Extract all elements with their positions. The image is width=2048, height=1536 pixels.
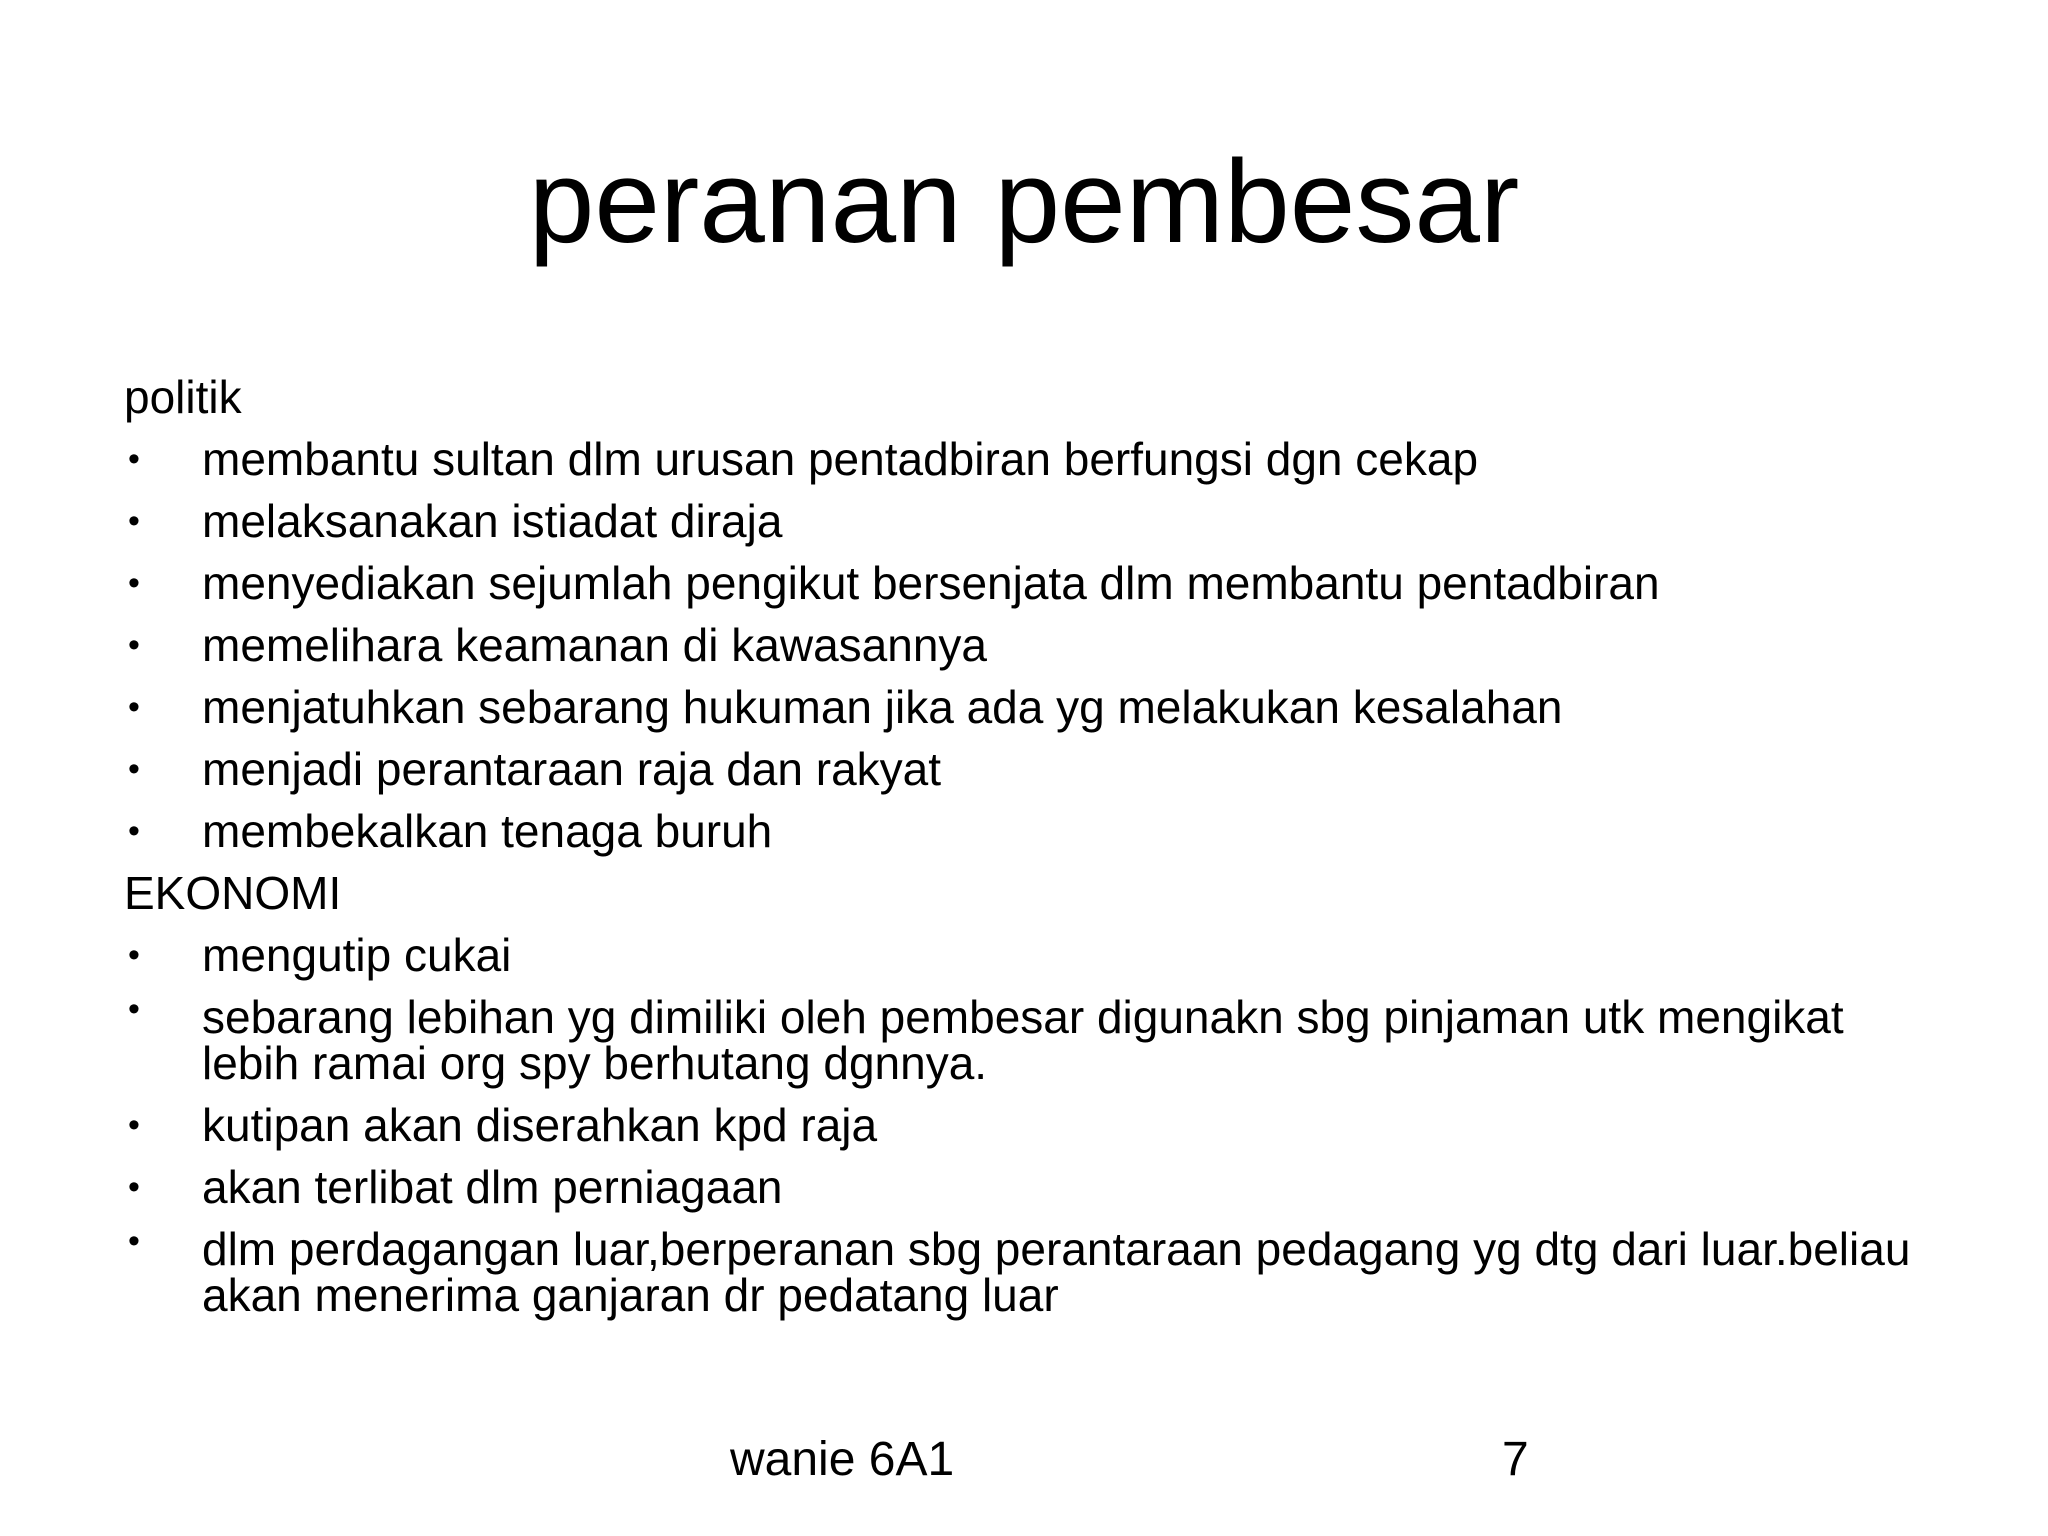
bullet-icon: •: [128, 936, 140, 974]
bullet-text: menjatuhkan sebarang hukuman jika ada yg melakukan kesalahan: [202, 681, 1563, 733]
list-item: [124, 738, 1924, 800]
bullet-text: menjadi perantaraan raja dan rakyat: [202, 743, 942, 795]
list-item: [124, 552, 1924, 614]
bullet-text: mengutip cukai: [202, 929, 512, 981]
bullet-text: membekalkan tenaga buruh: [202, 805, 773, 857]
bullet-icon: •: [128, 688, 140, 726]
section-heading-ekonomi: EKONOMI: [124, 867, 342, 919]
section-heading-politik: politik: [124, 371, 242, 423]
list-item: [124, 614, 1924, 676]
list-item: [124, 1094, 1924, 1156]
bullet-text: sebarang lebihan yg dimiliki oleh pembesar digunakn sbg pinjaman utk mengikat lebih ramai org spy berhutang dgnnya.: [202, 991, 1844, 1089]
bullet-icon: •: [128, 440, 140, 478]
bullet-icon: •: [128, 626, 140, 664]
bullet-icon: •: [128, 1168, 140, 1206]
list-item: [124, 986, 1924, 1094]
slide-title: peranan pembesar: [528, 136, 1520, 268]
bullet-text: dlm perdagangan luar,berperanan sbg perantaraan pedagang yg dtg dari luar.beliau akan menerima ganjaran dr pedatang luar: [202, 1223, 1911, 1321]
bullet-icon: •: [128, 990, 140, 1028]
bullet-text: menyediakan sejumlah pengikut bersenjata dlm membantu pentadbiran: [202, 557, 1660, 609]
list-item: [124, 1156, 1924, 1218]
bullet-icon: •: [128, 564, 140, 602]
list-item: [124, 924, 1924, 986]
bullet-icon: •: [128, 750, 140, 788]
bullet-text: melaksanakan istiadat diraja: [202, 495, 783, 547]
list-item: [124, 676, 1924, 738]
bullet-icon: •: [128, 1222, 140, 1260]
bullet-text: memelihara keamanan di kawasannya: [202, 619, 987, 671]
list-item: [124, 490, 1924, 552]
list-item: [124, 1218, 1924, 1326]
bullet-icon: •: [128, 1106, 140, 1144]
slide-footer: wanie 6A1: [730, 1433, 955, 1486]
bullet-icon: •: [128, 812, 140, 850]
slide-content: [124, 366, 1924, 1326]
bullet-text: akan terlibat dlm perniagaan: [202, 1161, 783, 1213]
bullet-text: membantu sultan dlm urusan pentadbiran berfungsi dgn cekap: [202, 433, 1479, 485]
list-item: [124, 800, 1924, 862]
page-number: 7: [1502, 1433, 1529, 1486]
ekonomi-bullet-list: [124, 924, 1924, 1326]
bullet-icon: •: [128, 502, 140, 540]
bullet-text: kutipan akan diserahkan kpd raja: [202, 1099, 878, 1151]
list-item: [124, 428, 1924, 490]
politik-bullet-list: [124, 428, 1924, 862]
